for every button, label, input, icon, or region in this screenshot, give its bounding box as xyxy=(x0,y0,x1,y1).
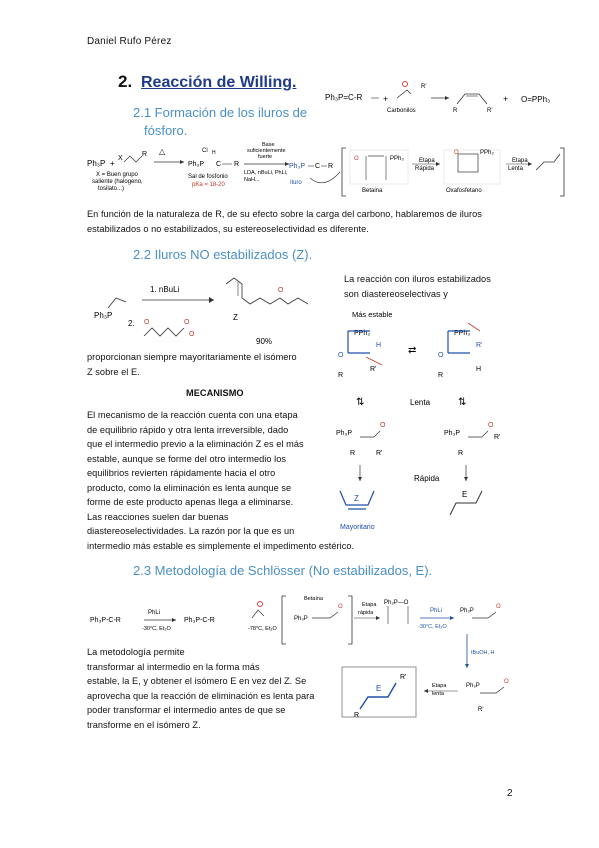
svg-text:Lenta: Lenta xyxy=(410,398,431,407)
svg-text:O: O xyxy=(504,679,509,685)
alkene-product xyxy=(536,154,560,170)
svg-text:O: O xyxy=(496,604,501,610)
right-text-line2: son diastereoselectivas y xyxy=(344,289,448,299)
schlosser-line: transformar al intermedio en la forma más xyxy=(87,661,260,672)
svg-text:rápida: rápida xyxy=(358,610,374,616)
mech-line: El mecanismo de la reacción cuenta con una etapa xyxy=(87,410,298,420)
svg-text:Más estable: Más estable xyxy=(352,310,393,319)
svg-text:LDA, nBuLi, PhLi,: LDA, nBuLi, PhLi, xyxy=(244,170,288,176)
schlosser-line: estable, la E, y obtener el isómero E en vez del Z. Se xyxy=(87,676,307,686)
left-text-line2: Z sobre el E. xyxy=(87,367,140,377)
svg-text:O: O xyxy=(338,604,343,610)
svg-text:O: O xyxy=(438,352,444,359)
left-text-line1: proporcionan siempre mayoritariamente el isómero xyxy=(87,352,297,362)
svg-text:⇄: ⇄ xyxy=(408,345,417,356)
svg-text:⇅: ⇅ xyxy=(458,397,467,408)
schlosser-scheme-bottom xyxy=(340,665,540,735)
svg-text:O: O xyxy=(144,319,150,326)
svg-text:C: C xyxy=(315,163,321,170)
svg-text:R: R xyxy=(350,450,356,457)
svg-text:Sal de fosfonio: Sal de fosfonio xyxy=(188,174,228,180)
svg-text:NaH...: NaH... xyxy=(244,177,260,183)
svg-text:Ph₃P: Ph₃P xyxy=(289,163,306,170)
svg-text:O: O xyxy=(184,319,190,326)
svg-text:R': R' xyxy=(400,674,407,681)
svg-text:suficientemente: suficientemente xyxy=(247,148,286,154)
ylide-formation-scheme xyxy=(84,140,584,206)
e-alkene xyxy=(450,490,482,515)
oxaphosphetane-left xyxy=(338,330,382,379)
svg-text:Betaina: Betaina xyxy=(362,188,383,194)
mech-line: producto, como la eliminación es lenta aunque se xyxy=(87,482,292,493)
svg-text:Etapa: Etapa xyxy=(512,158,528,164)
svg-text:O: O xyxy=(354,156,359,162)
svg-text:R: R xyxy=(338,372,344,379)
mech-line: Las reacciones suelen dar buenas xyxy=(87,511,229,522)
svg-text:saliente (halogeno,: saliente (halogeno, xyxy=(92,179,143,185)
schlosser-line: aprovecha que la reacción de eliminación es lenta para xyxy=(87,690,315,701)
mech-line: equilibrios revierten rápidamente hacia el otro xyxy=(87,468,276,478)
svg-text:-30°C, Et₂O: -30°C, Et₂O xyxy=(418,624,447,630)
svg-text:PPh₃: PPh₃ xyxy=(390,156,404,162)
svg-text:Ph₃P—O: Ph₃P—O xyxy=(384,600,409,606)
svg-text:1. nBuLi: 1. nBuLi xyxy=(150,285,180,294)
svg-text:R: R xyxy=(142,151,148,158)
mech-line: que el intermedio previo a la eliminación Z es el más xyxy=(87,439,304,449)
svg-text:X: X xyxy=(118,155,123,162)
svg-text:Rápida: Rápida xyxy=(414,474,440,483)
alkene-product xyxy=(457,94,487,104)
svg-text:tBuOH, H: tBuOH, H xyxy=(471,650,495,656)
mech-line: intermedio más estable es simplemente el impedimento estérico. xyxy=(87,540,355,551)
phosphine-oxide: O=PPh₃ xyxy=(521,95,551,104)
schlosser-paragraph xyxy=(87,645,314,732)
svg-text:Ph₃P: Ph₃P xyxy=(87,159,106,168)
mech-line: forme de este producto apenas llega a eliminarse. xyxy=(87,497,294,507)
svg-text:Z: Z xyxy=(233,313,238,322)
svg-text:PPh₃: PPh₃ xyxy=(480,150,494,156)
carbonyl-label: Carbonilos xyxy=(387,108,416,114)
z-alkene xyxy=(340,491,375,531)
svg-text:+: + xyxy=(503,94,509,104)
svg-text:Mayoritario: Mayoritario xyxy=(340,524,375,531)
svg-text:R: R xyxy=(354,712,360,719)
svg-text:R': R' xyxy=(376,450,383,457)
mecanismo-heading: MECANISMO xyxy=(186,388,244,398)
svg-text:fuerte: fuerte xyxy=(258,154,273,160)
heading-2-1-line1: 2.1 Formación de los iluros de xyxy=(133,105,308,120)
svg-text:PPh₃: PPh₃ xyxy=(454,330,471,337)
svg-text:2.: 2. xyxy=(128,319,135,328)
svg-text:Lenta: Lenta xyxy=(508,166,524,172)
oxaphosphetane-right xyxy=(438,323,482,379)
svg-text:Etapa: Etapa xyxy=(362,602,377,608)
svg-text:Etapa: Etapa xyxy=(419,158,435,164)
svg-text:Ph₃P: Ph₃P xyxy=(336,430,353,437)
mech-line: estable, aunque se forme del otro intermedio los xyxy=(87,453,287,464)
svg-text:R': R' xyxy=(476,342,483,349)
mech-line: diastereoselectividades. La razón por la que es un xyxy=(87,526,295,536)
svg-text:E: E xyxy=(462,490,468,499)
mechanism-diagram xyxy=(330,305,520,550)
svg-text:PhLi: PhLi xyxy=(148,610,161,616)
svg-text:H: H xyxy=(476,366,482,373)
svg-text:Etapa: Etapa xyxy=(432,683,447,689)
paragraph-2-1-line2: estabilizados o no estabilizados, su estereoselectividad es diferente. xyxy=(87,224,369,234)
svg-text:R': R' xyxy=(487,108,493,114)
svg-text:O: O xyxy=(488,422,494,429)
svg-text:O: O xyxy=(380,422,386,429)
svg-text:Ph₃P: Ph₃P xyxy=(444,430,461,437)
svg-text:Ph₃P: Ph₃P xyxy=(466,683,480,689)
mech-line: de equilibrio rápido y otra lenta irreversible, dado xyxy=(87,424,289,435)
schlosser-scheme-top xyxy=(90,590,580,650)
svg-text:C: C xyxy=(216,161,222,168)
schlosser-line: poder transformar el intermedio antes de que se xyxy=(87,705,286,715)
paragraph-2-1-line1: En función de la naturaleza de R, de su efecto sobre la carga del carbono, hablaremos de iluros xyxy=(87,209,482,219)
heading-2-2: 2.2 Iluros NO estabilizados (Z). xyxy=(133,247,313,262)
mechanism-paragraph xyxy=(87,408,354,553)
svg-text:lenta: lenta xyxy=(432,691,444,697)
svg-text:Ph₃P: Ph₃P xyxy=(188,161,205,168)
right-text-line1: La reacción con iluros estabilizados xyxy=(344,274,491,284)
svg-text:+: + xyxy=(110,159,115,168)
svg-text:tosilato...): tosilato...) xyxy=(98,186,125,192)
svg-text:R: R xyxy=(458,450,464,457)
svg-text:⇅: ⇅ xyxy=(356,397,365,408)
svg-text:PhLi: PhLi xyxy=(430,608,443,614)
heading-2-3: 2.3 Metodología de Schlösser (No estabilizados, E). xyxy=(133,563,433,578)
svg-text:H: H xyxy=(212,150,216,156)
svg-text:Betaína: Betaína xyxy=(304,596,323,602)
svg-text:Cl: Cl xyxy=(202,148,208,154)
svg-text:-78°C, Et₂O: -78°C, Et₂O xyxy=(248,626,277,632)
svg-text:O: O xyxy=(189,331,195,338)
page-number: 2 xyxy=(507,788,513,799)
svg-text:Base: Base xyxy=(262,142,275,148)
schlosser-line: transforme en el isómero Z. xyxy=(87,719,201,730)
section-title: Reacción de Willing. xyxy=(141,74,297,91)
svg-text:PPh₃: PPh₃ xyxy=(354,330,371,337)
ylide-formula: Ph₃P=C-R xyxy=(325,93,363,102)
svg-text:+: + xyxy=(383,94,389,104)
svg-text:△: △ xyxy=(159,147,166,156)
svg-text:Ph₃P-C-R: Ph₃P-C-R xyxy=(90,617,121,624)
svg-text:R': R' xyxy=(494,434,501,441)
svg-text:90%: 90% xyxy=(256,337,273,346)
svg-text:R': R' xyxy=(370,366,377,373)
svg-text:Ph₃P: Ph₃P xyxy=(460,608,474,614)
svg-text:Ph₃P: Ph₃P xyxy=(94,311,113,320)
z-olefination-scheme xyxy=(90,270,335,350)
svg-text:O: O xyxy=(278,287,284,294)
svg-text:R': R' xyxy=(478,707,484,713)
svg-text:Iluro: Iluro xyxy=(290,180,302,186)
carbonyl-structure xyxy=(397,90,411,98)
svg-text:R: R xyxy=(453,108,458,114)
svg-text:R: R xyxy=(438,372,444,379)
svg-text:-30°C, Et₂O: -30°C, Et₂O xyxy=(142,626,171,632)
section-number: 2. xyxy=(118,72,133,91)
svg-text:X = Buen grupo: X = Buen grupo xyxy=(96,172,138,178)
svg-text:Ph₃P: Ph₃P xyxy=(294,616,308,622)
author-name: Daniel Rufo Pérez xyxy=(87,36,172,47)
svg-text:Oxafosfetano: Oxafosfetano xyxy=(446,188,482,194)
svg-text:R: R xyxy=(328,163,334,170)
svg-text:E: E xyxy=(376,684,382,693)
svg-text:H: H xyxy=(376,342,382,349)
wittig-overview-scheme xyxy=(325,76,585,116)
svg-text:R': R' xyxy=(421,84,427,90)
schlosser-line: La metodología permite xyxy=(87,647,185,657)
svg-text:O: O xyxy=(454,150,459,156)
svg-text:Rápida: Rápida xyxy=(415,166,435,172)
svg-text:O: O xyxy=(338,352,344,359)
svg-text:Ph₃P-C-R: Ph₃P-C-R xyxy=(184,617,215,624)
svg-text:Z: Z xyxy=(354,494,359,503)
svg-text:pKa = 18-20: pKa = 18-20 xyxy=(192,182,225,188)
heading-2-1-line2: fósforo. xyxy=(144,123,188,138)
svg-text:R: R xyxy=(234,161,240,168)
